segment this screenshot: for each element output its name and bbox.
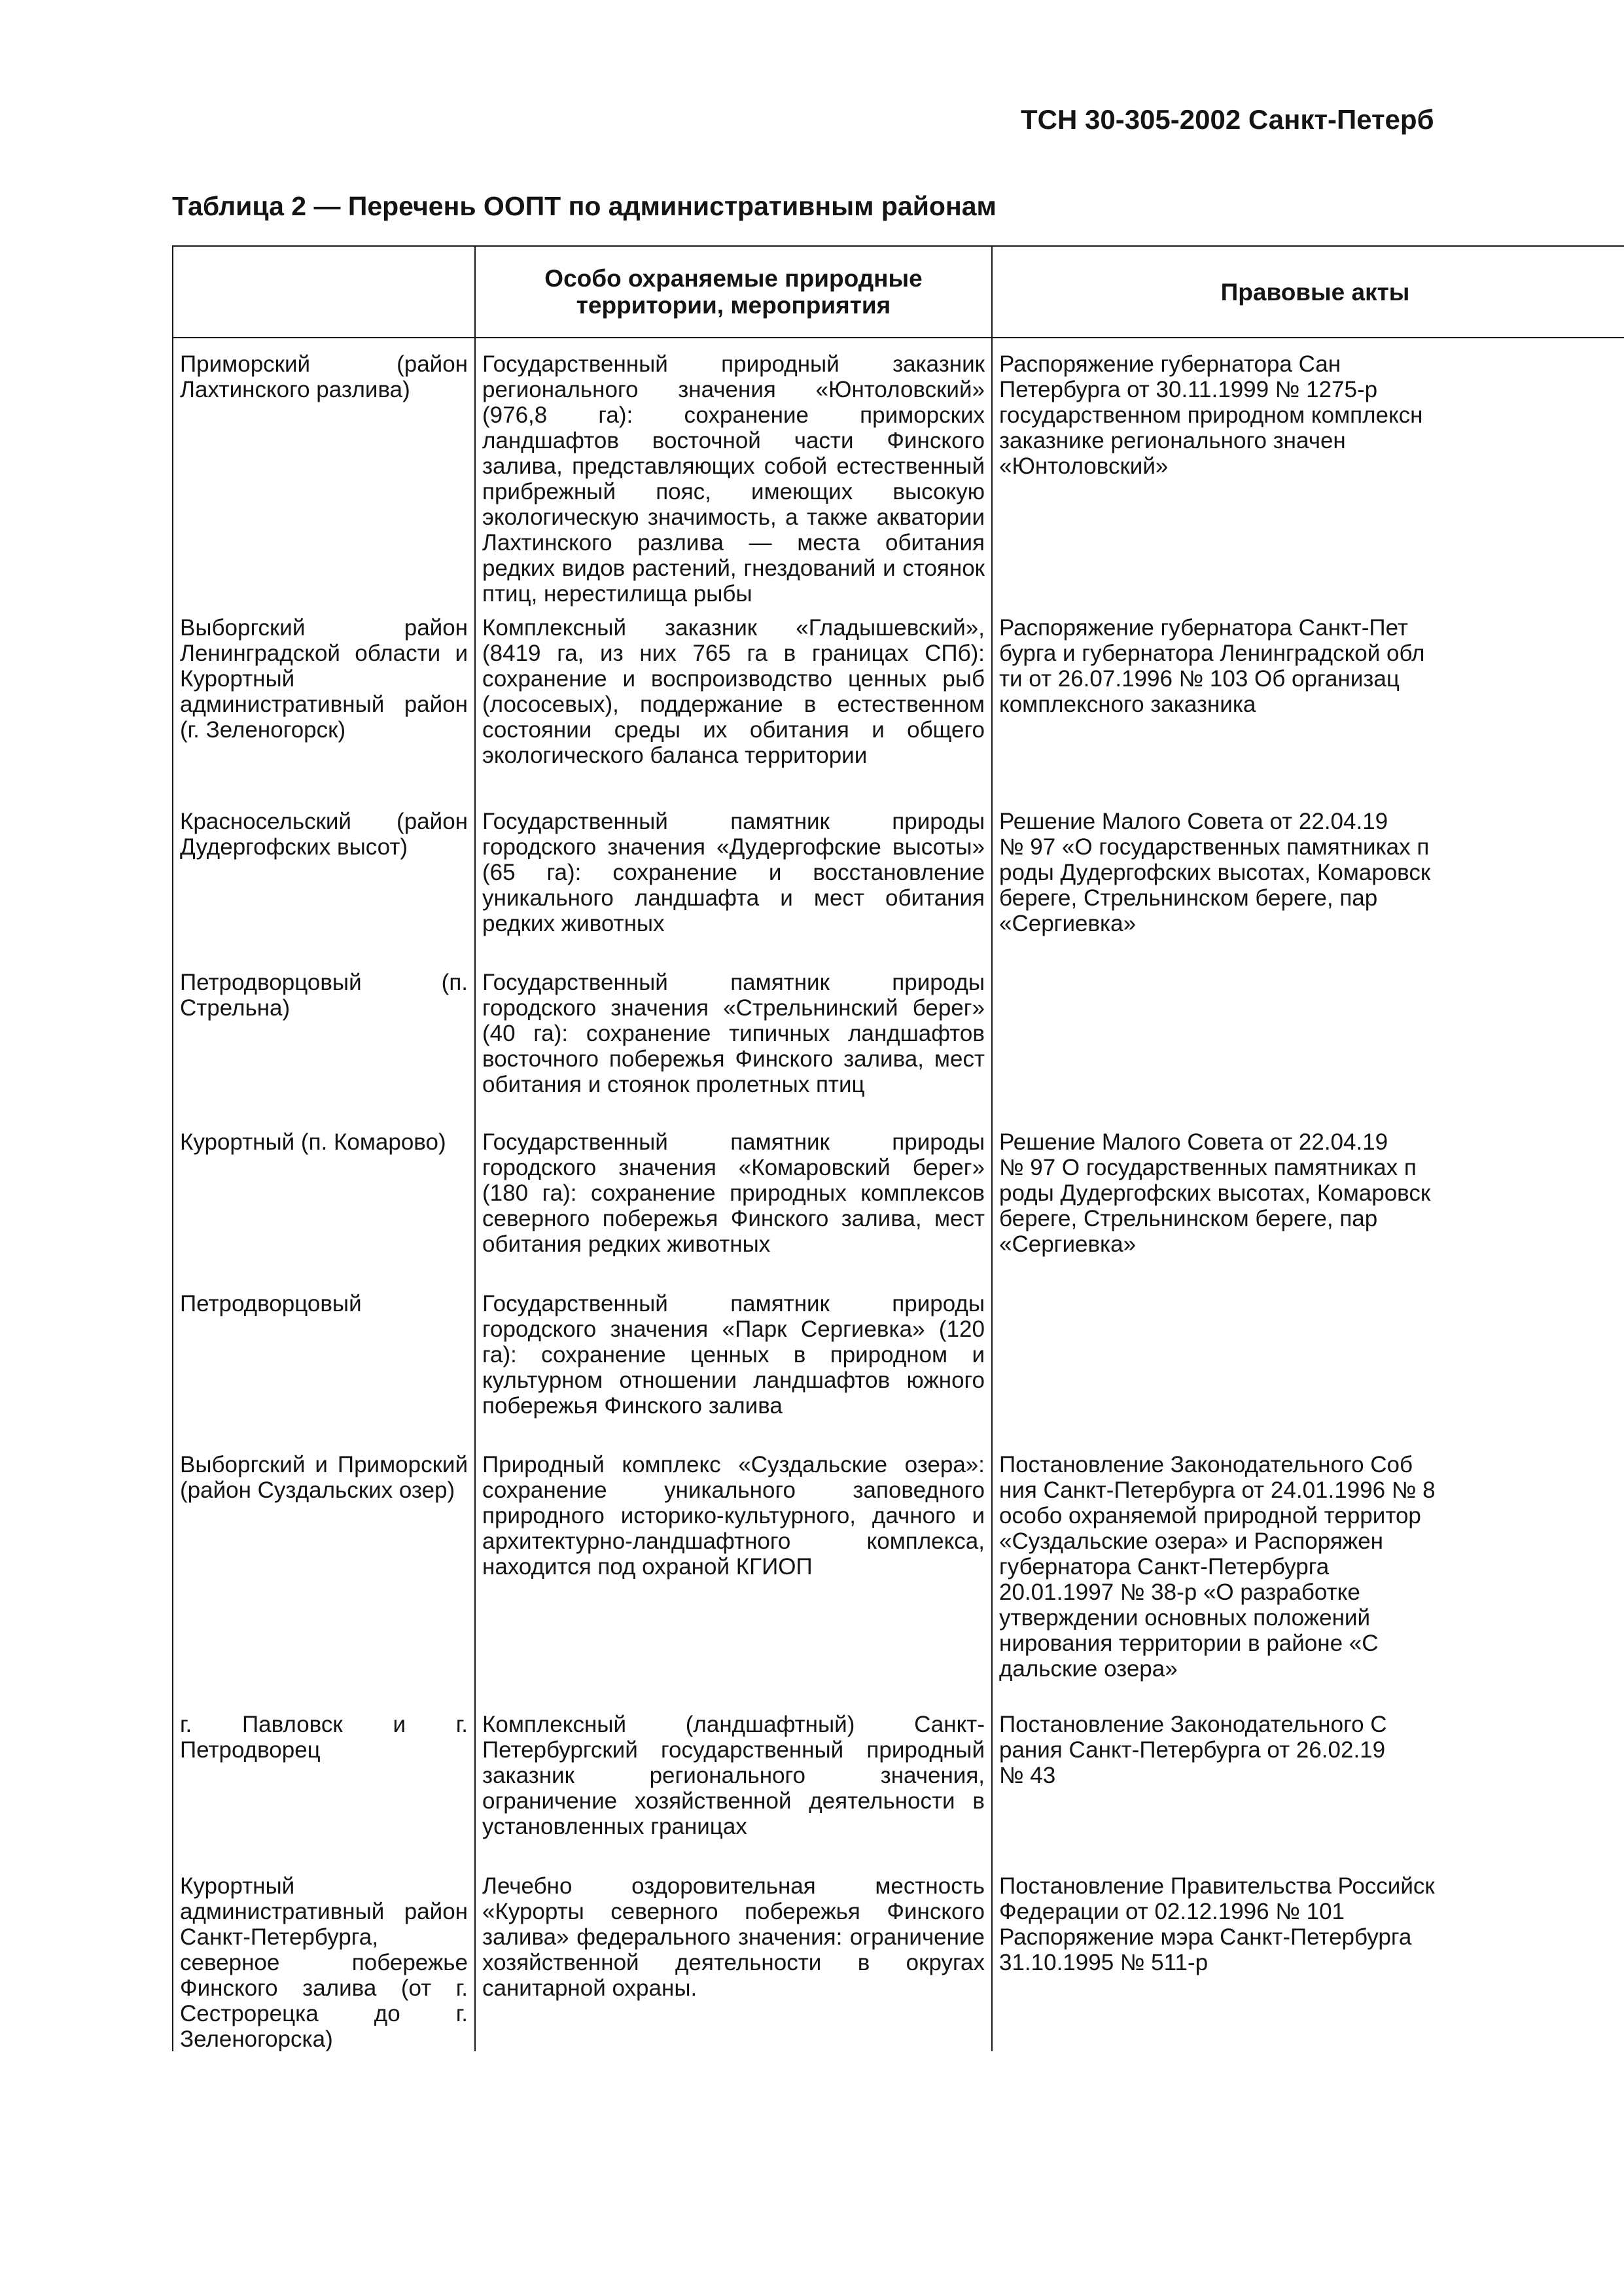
territory-cell: Государственный памятник природы городского значения «Комаровский берег» (180 га): сохранение природных комплексов северного побережья Финского залива, мест обитания редких животных xyxy=(475,1129,992,1291)
legal-act-line: Федерации от 02.12.1996 № 101 xyxy=(999,1899,1345,1924)
legal-act-cell xyxy=(992,970,1624,1129)
column-header-district xyxy=(173,246,475,338)
legal-act-cell xyxy=(992,1291,1624,1452)
district-cell: Красносельский (район Дудергофских высот) xyxy=(173,809,475,970)
legal-act-line: утверждении основных положений xyxy=(999,1605,1371,1631)
legal-act-line: Решение Малого Совета от 22.04.19 xyxy=(999,809,1388,834)
table-row xyxy=(173,1129,1624,1291)
table-row xyxy=(173,1452,1624,1712)
legal-act-line: Распоряжение губернатора Санкт-Пет xyxy=(999,615,1408,641)
legal-act-cell xyxy=(992,1129,1624,1291)
oopt-table xyxy=(172,245,1624,2051)
territory-cell: Лечебно оздоровительная местность «Курорты северного побережья Финского залива» федерального значения: ограничение хозяйственной деятельности в округах санитарной охраны. xyxy=(475,1873,992,2051)
table-row xyxy=(173,809,1624,970)
legal-act-line: № 97 О государственных памятниках п xyxy=(999,1155,1417,1180)
legal-act-line: ти от 26.07.1996 № 103 Об организац xyxy=(999,666,1400,692)
legal-act-line: Постановление Законодательного Соб xyxy=(999,1452,1413,1477)
table-row xyxy=(173,338,1624,615)
legal-act-line: «Сергиевка» xyxy=(999,911,1137,936)
territory-cell: Государственный памятник природы городского значения «Дудергофские высоты» (65 га): сохранение и восстановление уникального ландшафта и мест обитания редких животных xyxy=(475,809,992,970)
district-cell: г. Павловск и г. Петродворец xyxy=(173,1712,475,1873)
district-cell: Петродворцовый (п. Стрельна) xyxy=(173,970,475,1129)
legal-act-line: роды Дудергофских высотах, Комаровск xyxy=(999,860,1431,885)
legal-act-line: береге, Стрельнинском береге, пар xyxy=(999,885,1378,911)
legal-act-line: Решение Малого Совета от 22.04.19 xyxy=(999,1129,1388,1155)
territory-cell: Государственный природный заказник регионального значения «Юнтоловский» (976,8 га): сохранение приморских ландшафтов восточной части Финского залива, представляющих собой естественный прибрежный пояс, имеющих высокую экологическую значимость, а также акватории Лахтинского разлива — места обитания редких видов растений, гнездований и стоянок птиц, нерестилища рыбы xyxy=(475,338,992,615)
territory-cell: Комплексный (ландшафтный) Санкт-Петербургский государственный природный заказник регионального значения, ограничение хозяйственной деятельности в установленных границах xyxy=(475,1712,992,1873)
legal-act-cell xyxy=(992,338,1624,615)
legal-act-cell xyxy=(992,809,1624,970)
legal-act-line: Распоряжение мэра Санкт-Петербурга xyxy=(999,1924,1412,1950)
legal-act-line: бурга и губернатора Ленинградской обл xyxy=(999,641,1425,666)
column-header-legal-acts: Правовые акты xyxy=(992,246,1624,338)
legal-act-line: № 43 xyxy=(999,1763,1056,1788)
legal-act-line: «Суздальские озера» и Распоряжен xyxy=(999,1528,1384,1554)
legal-act-line: 31.10.1995 № 511-р xyxy=(999,1950,1209,1975)
legal-act-line: нирования территории в районе «С xyxy=(999,1631,1379,1656)
legal-act-line: № 97 «О государственных памятниках п xyxy=(999,834,1430,860)
territory-cell: Государственный памятник природы городского значения «Стрельнинский берег» (40 га): сохранение типичных ландшафтов восточного побережья Финского залива, мест обитания и стоянок пролетных птиц xyxy=(475,970,992,1129)
legal-act-line: Постановление Правительства Российск xyxy=(999,1873,1435,1899)
legal-act-cell xyxy=(992,1873,1624,2051)
territory-cell: Комплексный заказник «Гладышевский», (8419 га, из них 765 га в границах СПб): сохранение и воспроизводство ценных рыб (лососевых), поддержание в естественном состоянии среды их обитания и общего экологического баланса территории xyxy=(475,615,992,809)
legal-act-line: «Юнтоловский» xyxy=(999,453,1169,479)
legal-act-cell xyxy=(992,1452,1624,1712)
legal-act-line: государственном природном комплексн xyxy=(999,402,1423,428)
column-header-territories: Особо охраняемые природные территории, мероприятия xyxy=(475,246,992,338)
legal-act-line: роды Дудергофских высотах, Комаровск xyxy=(999,1180,1431,1206)
table-row xyxy=(173,1291,1624,1452)
legal-act-line: ния Санкт-Петербурга от 24.01.1996 № 8 xyxy=(999,1477,1436,1503)
legal-act-line: Петербурга от 30.11.1999 № 1275-р xyxy=(999,377,1378,402)
document-code-header: ТСН 30-305-2002 Санкт-Петерб xyxy=(1021,104,1434,135)
legal-act-line: губернатора Санкт-Петербурга xyxy=(999,1554,1330,1580)
legal-act-line: рания Санкт-Петербурга от 26.02.19 xyxy=(999,1737,1386,1763)
legal-act-line: 20.01.1997 № 38-р «О разработке xyxy=(999,1580,1360,1605)
district-cell: Курортный (п. Комарово) xyxy=(173,1129,475,1291)
legal-act-cell xyxy=(992,615,1624,809)
table-caption: Таблица 2 — Перечень ООПТ по административным районам xyxy=(172,191,997,221)
district-cell: Курортный административный район Санкт-Петербурга, северное побережье Финского залива (от г. Сестрорецка до г. Зеленогорска) xyxy=(173,1873,475,2051)
legal-act-cell xyxy=(992,1712,1624,1873)
legal-act-line: «Сергиевка» xyxy=(999,1231,1137,1257)
table-row xyxy=(173,1712,1624,1873)
district-cell: Петродворцовый xyxy=(173,1291,475,1452)
district-cell: Выборгский район Ленинградской области и Курортный административный район (г. Зеленогорск) xyxy=(173,615,475,809)
table-body xyxy=(173,338,1624,2051)
district-cell: Выборгский и Приморский (район Суздальских озер) xyxy=(173,1452,475,1712)
legal-act-line: особо охраняемой природной территор xyxy=(999,1503,1421,1528)
legal-act-line: Распоряжение губернатора Сан xyxy=(999,351,1341,377)
territory-cell: Природный комплекс «Суздальские озера»: сохранение уникального заповедного природного историко-культурного, дачного и архитектурно-ландшафтного комплекса, находится под охраной КГИОП xyxy=(475,1452,992,1712)
table-row xyxy=(173,1873,1624,2051)
legal-act-line: комплексного заказника xyxy=(999,692,1256,717)
oopt-table-frame xyxy=(172,245,1624,2051)
district-cell: Приморский (район Лахтинского разлива) xyxy=(173,338,475,615)
legal-act-line: береге, Стрельнинском береге, пар xyxy=(999,1206,1378,1231)
territory-cell: Государственный памятник природы городского значения «Парк Сергиевка» (120 га): сохранение ценных в природном и культурном отношении ландшафтов южного побережья Финского залива xyxy=(475,1291,992,1452)
table-header-row xyxy=(173,246,1624,338)
legal-act-line: Постановление Законодательного С xyxy=(999,1712,1387,1737)
legal-act-line: дальские озера» xyxy=(999,1656,1178,1682)
table-row xyxy=(173,615,1624,809)
legal-act-line: заказнике регионального значен xyxy=(999,428,1346,453)
table-row xyxy=(173,970,1624,1129)
